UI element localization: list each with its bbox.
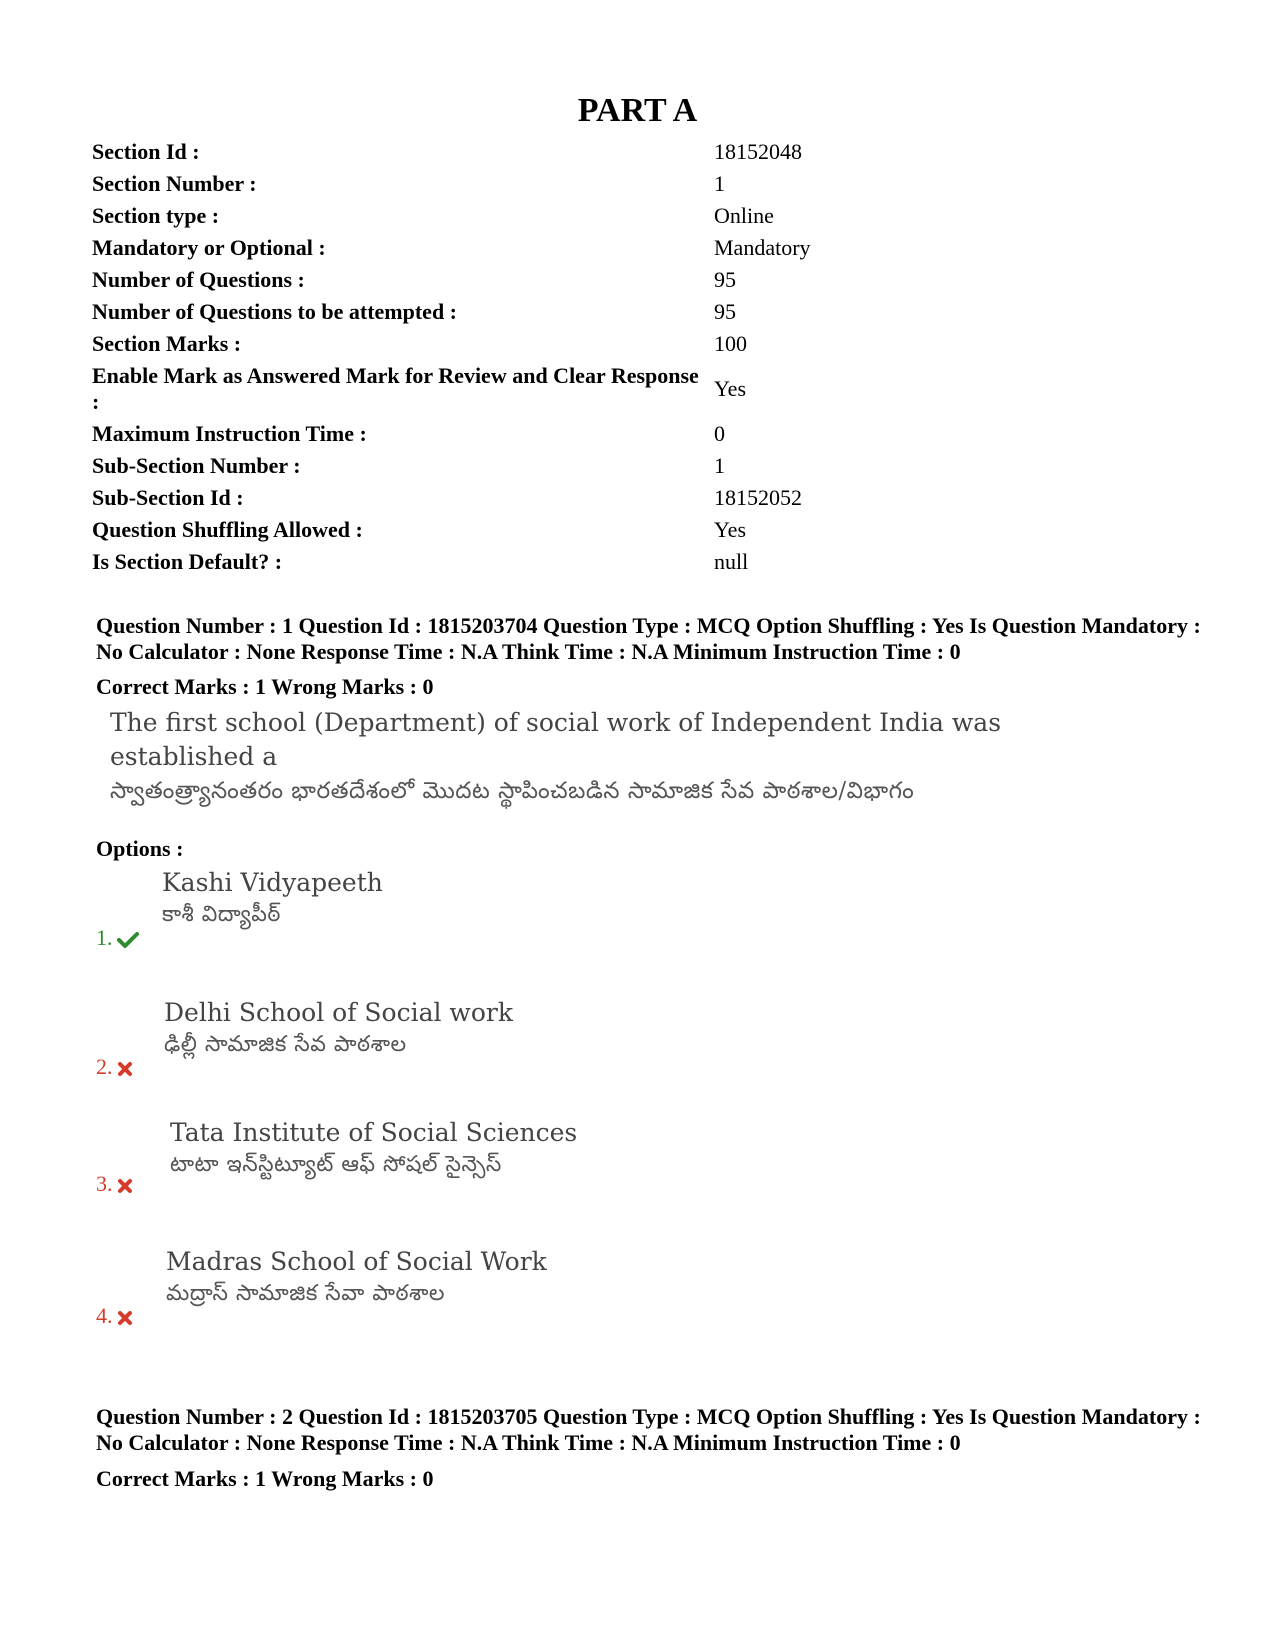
info-label: Number of Questions to be attempted : xyxy=(92,299,458,324)
section-info-table xyxy=(92,136,1092,578)
info-row xyxy=(92,136,1092,168)
info-value: Yes xyxy=(714,517,747,542)
question-text xyxy=(110,706,1030,808)
info-value: 100 xyxy=(714,331,747,356)
info-value: 1 xyxy=(714,171,725,196)
option-number-label: 1. xyxy=(96,925,113,950)
option-text-telugu: ఢిల్లీ సామాజిక సేవ పాఠశాల xyxy=(164,1032,407,1057)
info-label: Maximum Instruction Time : xyxy=(92,421,367,446)
question-marks: Correct Marks : 1 Wrong Marks : 0 xyxy=(96,1466,434,1491)
info-label: Number of Questions : xyxy=(92,267,305,292)
info-label: Section type : xyxy=(92,203,220,228)
question-text-telugu: స్వాతంత్ర్యానంతరం భారతదేశంలో మొదట స్థాపించబడిన సామాజిక సేవ పాఠశాల/విభాగం xyxy=(110,778,915,804)
info-value: 18152052 xyxy=(714,485,802,510)
check-icon xyxy=(113,925,139,950)
info-row xyxy=(92,200,1092,232)
part-title: PART A xyxy=(577,92,698,129)
info-row xyxy=(92,360,1092,418)
question-marks: Correct Marks : 1 Wrong Marks : 0 xyxy=(96,674,434,699)
info-label: Sub-Section Number : xyxy=(92,453,301,478)
option-text-english: Tata Institute of Social Sciences xyxy=(170,1118,578,1147)
info-row xyxy=(92,418,1092,450)
info-label: Section Number : xyxy=(92,171,257,196)
option-text-telugu: టాటా ఇన్‌స్టిట్యూట్ ఆఫ్ సోషల్ సైన్సెస్ xyxy=(170,1152,502,1177)
options-label: Options : xyxy=(96,836,184,861)
option-text-english: Kashi Vidyapeeth xyxy=(162,868,383,897)
option-3-number xyxy=(96,1171,133,1197)
question-meta: Question Number : 1 Question Id : 1815203704 Question Type : MCQ Option Shuffling : Yes Is Question Mandatory : No Calculator : None Response Time : N.A Think Time : N.A Minimum Instruction Time : 0 xyxy=(96,613,1201,664)
question-text-english: The first school (Department) of social work of Independent India was established a xyxy=(110,708,1002,771)
info-label: Section Id : xyxy=(92,139,200,164)
info-label: Mandatory or Optional : xyxy=(92,235,326,260)
info-value: 95 xyxy=(714,267,736,292)
option-4-number xyxy=(96,1303,133,1329)
info-row xyxy=(92,296,1092,328)
question-meta: Question Number : 2 Question Id : 1815203705 Question Type : MCQ Option Shuffling : Yes Is Question Mandatory : No Calculator : None Response Time : N.A Think Time : N.A Minimum Instruction Time : 0 xyxy=(96,1404,1201,1455)
cross-icon xyxy=(113,1171,133,1196)
info-label: Enable Mark as Answered Mark for Review and Clear Response : xyxy=(92,363,699,414)
option-3-text xyxy=(170,1116,577,1180)
info-value: Online xyxy=(714,203,774,228)
info-label: Sub-Section Id : xyxy=(92,485,244,510)
option-text-english: Delhi School of Social work xyxy=(164,998,513,1027)
info-label: Section Marks : xyxy=(92,331,242,356)
info-label: Is Section Default? : xyxy=(92,549,283,574)
option-text-telugu: కాశీ విద్యాపీఠ్ xyxy=(162,902,281,927)
info-value: Yes xyxy=(714,376,747,401)
cross-icon xyxy=(113,1054,133,1079)
info-row xyxy=(92,482,1092,514)
option-number-label: 2. xyxy=(96,1054,113,1079)
info-value: 95 xyxy=(714,299,736,324)
info-label: Question Shuffling Allowed : xyxy=(92,517,363,542)
option-number-label: 4. xyxy=(96,1303,113,1328)
option-1-text xyxy=(162,866,383,930)
info-row xyxy=(92,232,1092,264)
option-2-number xyxy=(96,1054,133,1080)
info-value: null xyxy=(714,549,749,574)
option-4-text xyxy=(166,1245,547,1309)
option-2-text xyxy=(164,996,513,1060)
info-row xyxy=(92,450,1092,482)
info-row xyxy=(92,328,1092,360)
info-value: Mandatory xyxy=(714,235,811,260)
info-row xyxy=(92,168,1092,200)
info-row xyxy=(92,514,1092,546)
info-value: 0 xyxy=(714,421,725,446)
cross-icon xyxy=(113,1303,133,1328)
option-text-english: Madras School of Social Work xyxy=(166,1247,547,1276)
info-row xyxy=(92,546,1092,578)
option-number-label: 3. xyxy=(96,1171,113,1196)
option-1-number xyxy=(96,925,139,951)
info-row xyxy=(92,264,1092,296)
info-value: 18152048 xyxy=(714,139,802,164)
info-value: 1 xyxy=(714,453,725,478)
option-text-telugu: మద్రాస్ సామాజిక సేవా పాఠశాల xyxy=(166,1281,446,1306)
